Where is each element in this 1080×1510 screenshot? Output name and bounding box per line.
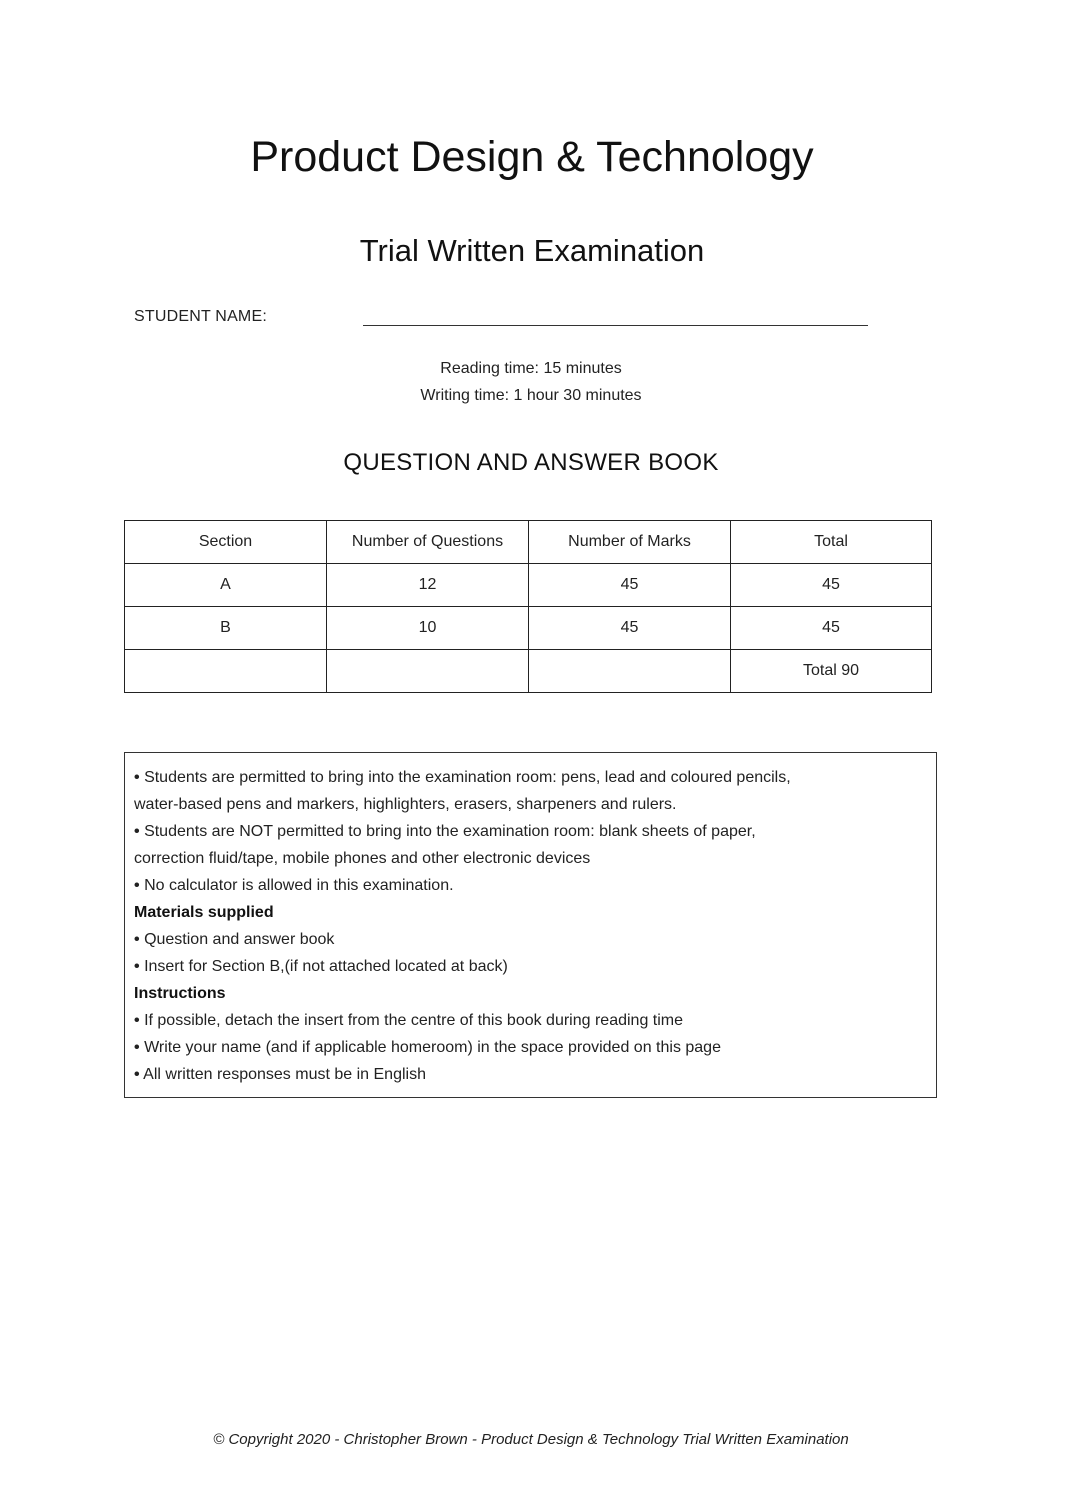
header-number-of-questions: Number of Questions (327, 521, 529, 564)
info-text: Students are NOT permitted to bring into the examination room: blank sheets of paper, (144, 823, 756, 840)
bullet-icon: • (134, 769, 140, 786)
total-cell: Total 90 (731, 650, 932, 693)
table-cell (529, 650, 731, 693)
book-heading: QUESTION AND ANSWER BOOK (343, 449, 719, 476)
info-text: Insert for Section B,(if not attached located at back) (144, 958, 508, 975)
bullet-icon: • (134, 1012, 140, 1029)
table-row (125, 650, 932, 693)
bullet-icon: • (134, 931, 140, 948)
info-text: correction fluid/tape, mobile phones and other electronic devices (134, 850, 591, 867)
table-row (125, 564, 932, 607)
materials-supplied-heading: Materials supplied (134, 904, 274, 921)
bullet-icon: • (134, 877, 140, 894)
info-text: water-based pens and markers, highlighters, erasers, sharpeners and rulers. (134, 796, 677, 813)
writing-time: Writing time: 1 hour 30 minutes (420, 387, 642, 404)
info-text: If possible, detach the insert from the centre of this book during reading time (144, 1012, 684, 1029)
bullet-icon: • (134, 958, 140, 975)
table-cell: 10 (327, 607, 529, 650)
table-cell: 45 (731, 607, 932, 650)
table-row (125, 607, 932, 650)
info-line (134, 872, 928, 899)
instructions-box (124, 752, 937, 1098)
table-cell: 45 (529, 564, 731, 607)
info-line (134, 791, 928, 818)
copyright-footer: © Copyright 2020 - Christopher Brown - Product Design & Technology Trial Written Examination (213, 1431, 849, 1448)
student-name-label: STUDENT NAME: (134, 308, 267, 325)
bullet-icon: • (134, 1039, 140, 1056)
info-text: Write your name (and if applicable homeroom) in the space provided on this page (144, 1039, 721, 1056)
student-name-field[interactable] (363, 325, 868, 326)
info-line (134, 845, 928, 872)
table-cell: A (125, 564, 327, 607)
marks-table (124, 520, 932, 693)
document-subtitle: Trial Written Examination (359, 233, 705, 268)
table-header-row (125, 521, 932, 564)
info-line (134, 764, 928, 791)
table-cell: 45 (731, 564, 932, 607)
table-cell: 45 (529, 607, 731, 650)
bullet-icon: • (134, 1066, 140, 1083)
info-text: Question and answer book (144, 931, 335, 948)
table-cell (125, 650, 327, 693)
info-text: All written responses must be in English (143, 1066, 426, 1083)
header-total: Total (731, 521, 932, 564)
table-cell: 12 (327, 564, 529, 607)
table-cell (327, 650, 529, 693)
header-section: Section (125, 521, 327, 564)
info-line (134, 1061, 928, 1088)
info-line (134, 818, 928, 845)
info-line (134, 953, 928, 980)
document-title: Product Design & Technology (250, 133, 814, 181)
reading-time: Reading time: 15 minutes (440, 360, 622, 377)
bullet-icon: • (134, 823, 140, 840)
header-number-of-marks: Number of Marks (529, 521, 731, 564)
table-cell: B (125, 607, 327, 650)
info-text: Students are permitted to bring into the examination room: pens, lead and coloured pencils, (144, 769, 791, 786)
info-line (134, 926, 928, 953)
info-line (134, 1034, 928, 1061)
info-line (134, 1007, 928, 1034)
instructions-heading: Instructions (134, 985, 226, 1002)
info-text: No calculator is allowed in this examination. (144, 877, 454, 894)
